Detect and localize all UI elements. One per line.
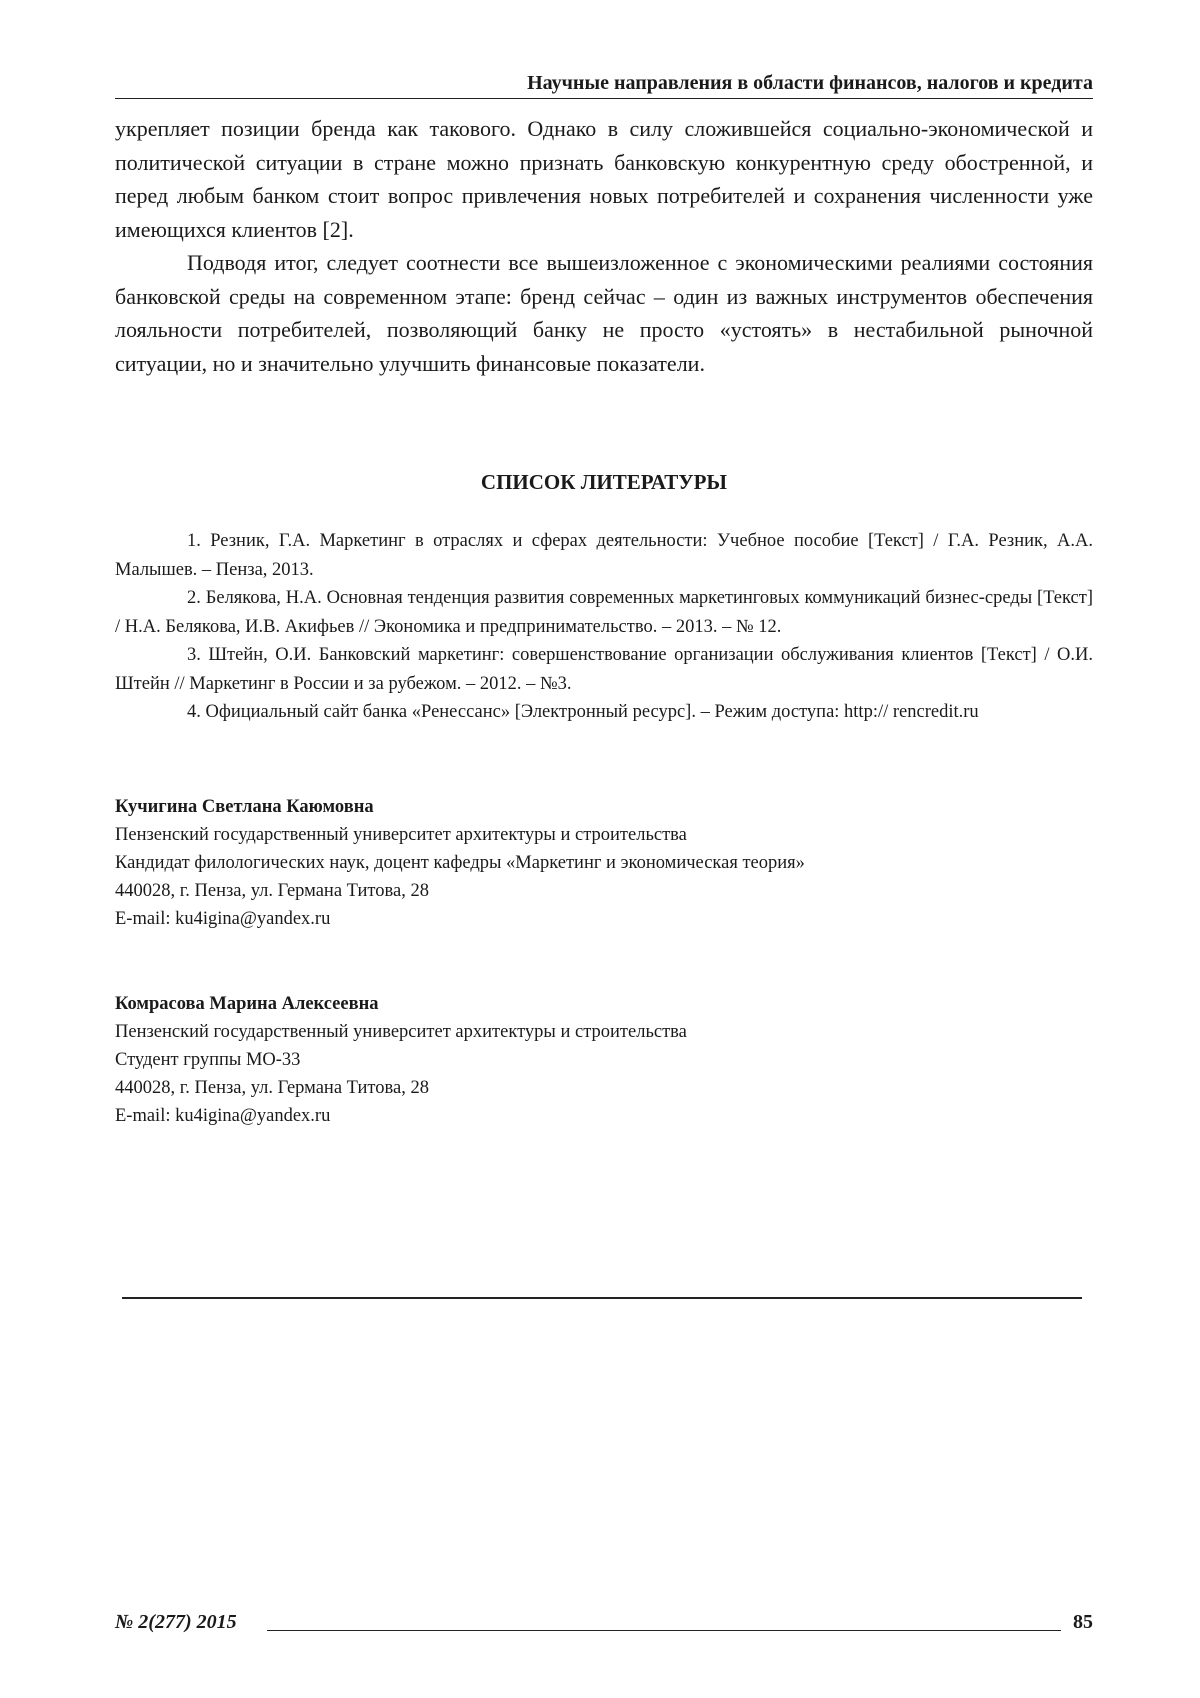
running-header xyxy=(115,72,1093,99)
page-number: 85 xyxy=(1073,1611,1093,1633)
author-name: Кучигина Светлана Каюмовна xyxy=(115,797,374,817)
author-email: E-mail: ku4igina@yandex.ru xyxy=(115,909,331,929)
reference-item: 1. Резник, Г.А. Маркетинг в отраслях и сферах деятельности: Учебное пособие [Текст] / Г.А. Резник, А.А. Малышев. – Пенза, 2013. xyxy=(115,531,1093,580)
author-email: E-mail: ku4igina@yandex.ru xyxy=(115,1106,331,1126)
author-affiliation: Пензенский государственный университет архитектуры и строительства xyxy=(115,825,687,845)
page-footer xyxy=(115,1610,1093,1636)
reference-item: 2. Белякова, Н.А. Основная тенденция развития современных маркетинговых коммуникаций бизнес-среды [Текст] / Н.А. Белякова, И.В. Акифьев // Экономика и предпринимательство. – 2013. – № 12. xyxy=(115,588,1093,637)
author-position: Студент группы МО-33 xyxy=(115,1050,301,1070)
footer-rule xyxy=(267,1630,1061,1631)
body-paragraph: укрепляет позиции бренда как такового. Однако в силу сложившейся социально-экономической и политической ситуации в стране можно признать банковскую конкурентную среду обостренной, и перед любым банком стоит вопрос привлечения новых потребителей и сохранения численности уже имеющихся клиентов [2]. xyxy=(115,116,1093,242)
body-paragraph: Подводя итог, следует соотнести все вышеизложенное с экономическими реалиями состояния банковской среды на современном этапе: бренд сейчас – один из важных инструментов обеспечения лояльности потребителей, позволяющий банку не просто «устоять» в нестабильной рыночной ситуации, но и значительно улучшить финансовые показатели. xyxy=(115,250,1093,376)
references-heading: СПИСОК ЛИТЕРАТУРЫ xyxy=(480,470,728,494)
author-block xyxy=(115,990,1093,1130)
author-position: Кандидат филологических наук, доцент кафедры «Маркетинг и экономическая теория» xyxy=(115,853,805,873)
reference-item: 4. Официальный сайт банка «Ренессанс» [Электронный ресурс]. – Режим доступа: http:// rencredit.ru xyxy=(187,702,979,722)
author-address: 440028, г. Пенза, ул. Германа Титова, 28 xyxy=(115,881,429,901)
author-affiliation: Пензенский государственный университет архитектуры и строительства xyxy=(115,1022,687,1042)
author-block xyxy=(115,793,1093,933)
author-name: Комрасова Марина Алексеевна xyxy=(115,994,379,1014)
reference-list xyxy=(115,527,1093,727)
issue-number: № 2(277) 2015 xyxy=(115,1611,237,1633)
author-address: 440028, г. Пенза, ул. Германа Титова, 28 xyxy=(115,1078,429,1098)
section-divider xyxy=(122,1297,1082,1299)
reference-item: 3. Штейн, О.И. Банковский маркетинг: совершенствование организации обслуживания клиентов [Текст] / О.И. Штейн // Маркетинг в России и за рубежом. – 2012. – №3. xyxy=(115,645,1093,694)
article-body xyxy=(115,112,1093,380)
journal-section-title: Научные направления в области финансов, налогов и кредита xyxy=(527,72,1093,94)
